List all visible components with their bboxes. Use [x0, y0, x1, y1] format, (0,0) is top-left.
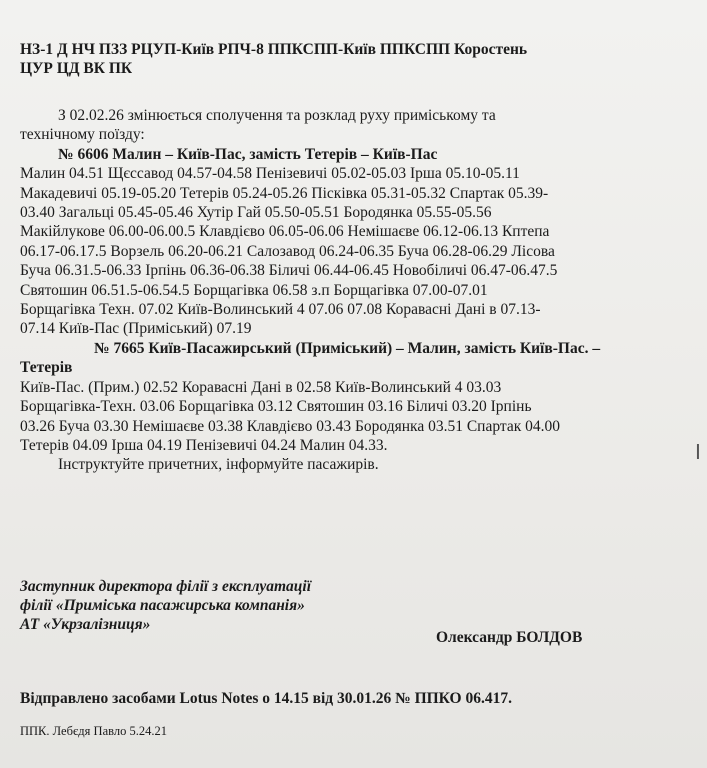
- train-6606-schedule: [20, 164, 670, 339]
- sent-notice: Відправлено засобами Lotus Notes о 14.15 від 30.01.26 № ППКО 06.417.: [20, 690, 512, 707]
- message-body: [20, 106, 670, 475]
- schedule-line: Тетерів 04.09 Ірша 04.19 Пенізевичі 04.24 Малин 04.33.: [20, 436, 388, 454]
- train-7665-heading-cont: Тетерів: [20, 359, 73, 377]
- footer-author: ППК. Лебєдя Павло 5.24.21: [20, 724, 167, 738]
- signatory-title-3: АТ «Укрзалізниця»: [20, 616, 151, 633]
- schedule-line: 07.14 Київ-Пас (Приміський) 07.19: [20, 320, 252, 338]
- intro-line-1: З 02.02.26 змінюється сполучення та розклад руху приміському та: [58, 107, 496, 124]
- intro-line-2: технічному поїзду:: [20, 126, 145, 144]
- schedule-line: 06.17-06.17.5 Ворзель 06.20-06.21 Салозавод 06.24-06.35 Буча 06.28-06.29 Лісова: [20, 242, 555, 260]
- schedule-line: Макійлукове 06.00-06.00.5 Клавдієво 06.05-06.06 Немішаєве 06.12-06.13 Кптепа: [20, 223, 550, 241]
- signature-block: [20, 577, 690, 634]
- schedule-line: 03.40 Загальці 05.45-05.46 Хутір Гай 05.50-05.51 Бородянка 05.55-05.56: [20, 204, 492, 222]
- schedule-line: Борщагівка-Техн. 03.06 Борщагівка 03.12 Святошин 03.16 Біличі 03.20 Ірпінь: [20, 398, 532, 416]
- signatory-name: Олександр БОЛДОВ: [436, 629, 583, 646]
- addressees-header: [20, 40, 690, 78]
- schedule-line: Борщагівка Техн. 07.02 Київ-Волинський 4 07.06 07.08 Коравасні Дані в 07.13-: [20, 301, 541, 319]
- text-cursor-icon: I: [695, 440, 701, 464]
- schedule-line: Макадевичі 05.19-05.20 Тетерів 05.24-05.26 Пісківка 05.31-05.32 Спартак 05.39-: [20, 184, 549, 202]
- addressees-line-1: НЗ-1 Д НЧ ПЗЗ РЦУП-Київ РПЧ-8 ППКСПП-Київ ППКСПП Коростень: [20, 41, 528, 58]
- addressees-line-2: ЦУР ЦД ВК ПК: [20, 60, 133, 77]
- signatory-title-2: філії «Приміська пасажирська компанія»: [20, 597, 305, 614]
- schedule-line: Буча 06.31.5-06.33 Ірпінь 06.36-06.38 Біличі 06.44-06.45 Новобіличі 06.47-06.47.5: [20, 262, 558, 280]
- instruction-line: Інструктуйте причетних, інформуйте пасажирів.: [58, 456, 379, 474]
- train-7665-heading: № 7665 Київ-Пасажирський (Приміський) – Малин, замість Київ-Пас. –: [94, 339, 601, 357]
- signatory-title-1: Заступник директора філії з експлуатації: [20, 578, 312, 595]
- schedule-line: Малин 04.51 Щєссавод 04.57-04.58 Пенізевичі 05.02-05.03 Ірша 05.10-05.11: [20, 165, 520, 183]
- schedule-line: Святошин 06.51.5-06.54.5 Борщагівка 06.58 з.п Борщагівка 07.00-07.01: [20, 281, 488, 299]
- schedule-line: 03.26 Буча 03.30 Немішаєве 03.38 Клавдієво 03.43 Бородянка 03.51 Спартак 04.00: [20, 417, 561, 435]
- train-7665-schedule: [20, 378, 670, 456]
- schedule-line: Київ-Пас. (Прим.) 02.52 Коравасні Дані в 02.58 Київ-Волинський 4 03.03: [20, 378, 502, 396]
- train-6606-heading: № 6606 Малин – Київ-Пас, замість Тетерів – Київ-Пас: [58, 145, 438, 163]
